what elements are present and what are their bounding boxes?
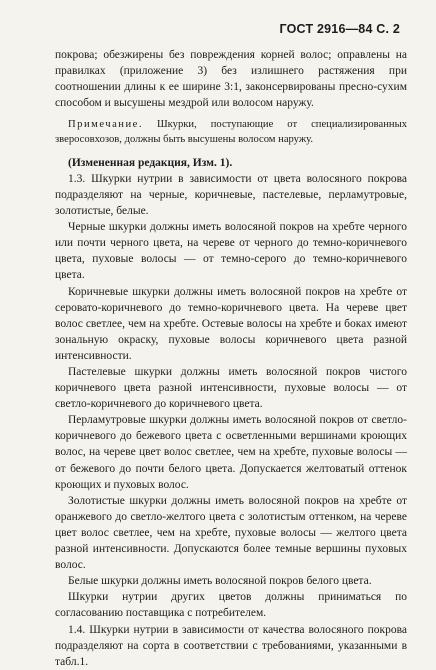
paragraph-pearl-skins: Перламутровые шкурки должны иметь волосяной покров от светло-коричневого до бежевого цвета с осветленными вершинами кроющих волос, на череве цвет волос светлее, чем на хребте, пуховые волосы — от бежевого до почти белого цвета. Допускается желтоватый оттенок кроющих и пуховых волос.: [55, 414, 407, 491]
note: [55, 118, 407, 146]
paragraph-golden-skins: Золотистые шкурки должны иметь волосяной покров на хребте от оранжевого до светло-желтого цвета с золотистым оттенком, на череве цвет волос светлее, чем на хребте, пуховые волосы — желтого цвета разной интенсивности. Допускаются более темные вершины пуховых волос.: [55, 494, 407, 572]
clause-number: 1.3.: [68, 172, 86, 185]
clause-1-4: [55, 622, 407, 670]
paragraph-continuation: [55, 47, 407, 111]
clause-number: 1.4.: [68, 623, 86, 636]
paragraph-black-skins: Черные шкурки должны иметь волосяной покров на хребте черного или почти черного цвета, на череве от черного до темно-коричневого цвета, пуховые волосы — от темно-серого до темно-коричневого цвета.: [55, 221, 407, 282]
paragraph-pastel-skins: Пастелевые шкурки должны иметь волосяной покров чистого коричневого цвета разной интенсивности, пуховые волосы — от светло-коричневого до коричневого цвета.: [55, 366, 407, 411]
paragraph-other-colors: Шкурки нутрии других цветов должны приниматься по согласованию поставщика с потребителем.: [55, 591, 407, 620]
paragraph-text: покрова; обезжирены без повреждения корней волос; оправлены на правилках (приложение 3) без излишнего растяжения при соотношении длины к ее ширине 3:1, законсервированы пресно-сухим способом и высушены мездрой или волосом наружу.: [55, 49, 407, 110]
note-text: Шкурки, поступающие от специализированных зверосовхозов, должны быть высушены волосом наружу.: [55, 119, 408, 145]
paragraph-white-skins: Белые шкурки должны иметь волосяной покров белого цвета.: [68, 575, 372, 588]
page-body: [55, 47, 407, 670]
clause-1-3: [55, 171, 407, 219]
page-header: ГОСТ 2916—84 С. 2: [279, 22, 400, 36]
paragraph-text: Шкурки нутрии в зависимости от качества волосяного покрова подразделяют на сорта в соответствии с требованиями, указанными в табл.1.: [55, 623, 408, 668]
paragraph-brown-skins: Коричневые шкурки должны иметь волосяной покров на хребте от серовато-коричневого до темно-коричневого цвета. На череве цвет волос светлее, чем на хребте. Остевые волосы на хребте и боках имеют зональную окраску, пуховые волосы коричневого цвета разной интенсивности.: [55, 285, 407, 362]
note-label: Примечание.: [68, 119, 143, 131]
paragraph-text: Шкурки нутрии в зависимости от цвета волосяного покрова подразделяют на черные, коричневые, пастелевые, перламутровые, золотистые, белые.: [55, 172, 407, 218]
edition-note: (Измененная редакция, Изм. 1).: [68, 156, 233, 169]
